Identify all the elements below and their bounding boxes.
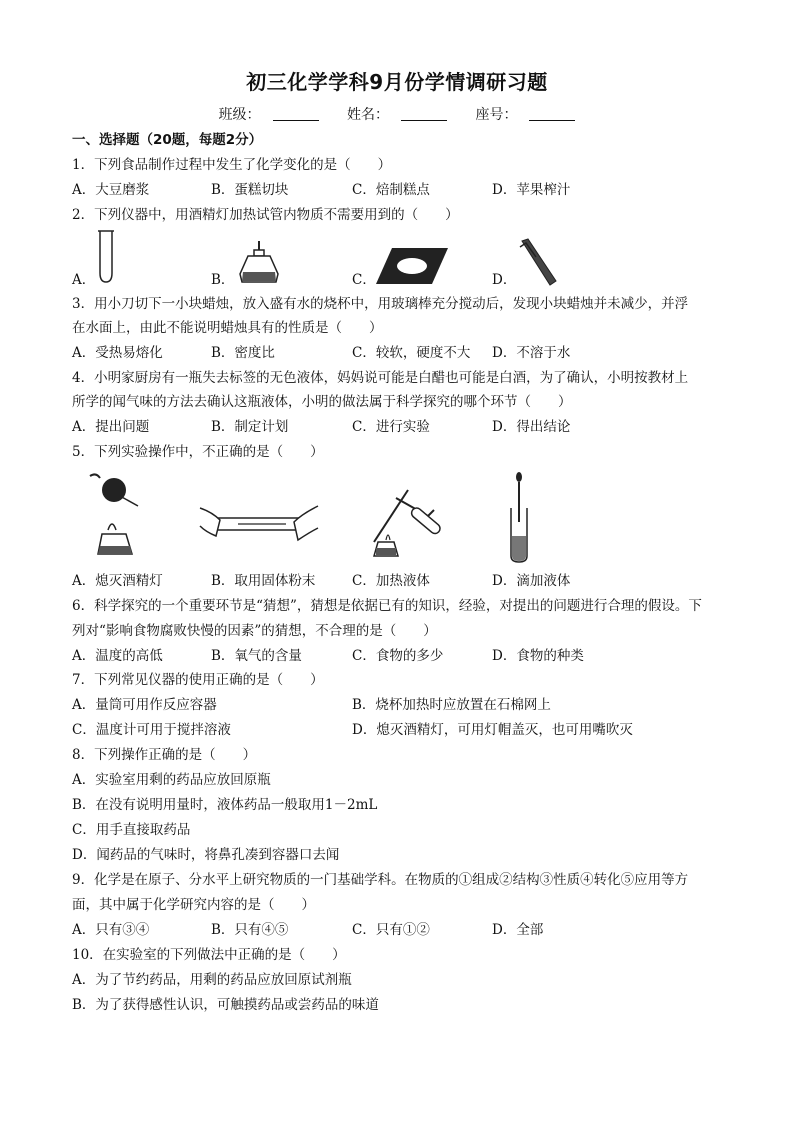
q4-option-c[interactable]: C．进行实验: [352, 419, 430, 435]
q3-option-c[interactable]: C．较软，硬度不大: [352, 345, 471, 361]
q3-stem-line2: 在水面上，由此不能说明蜡烛具有的性质是（ ）: [72, 320, 383, 336]
q7-option-c[interactable]: C．温度计可用于搅拌溶液: [72, 722, 231, 738]
q2-stem: 2．下列仪器中，用酒精灯加热试管内物质不需要用到的（ ）: [72, 207, 459, 223]
seat-field[interactable]: [469, 107, 581, 123]
q4-stem-line1: 4．小明家厨房有一瓶失去标签的无色液体，妈妈说可能是白醋也可能是白酒，为了确认，小明按教材上: [72, 370, 689, 386]
q6-option-d[interactable]: D．食物的种类: [492, 648, 584, 664]
q1-option-c[interactable]: C．焙制糕点: [352, 182, 430, 198]
q2-option-b[interactable]: B．: [211, 272, 235, 288]
q4-option-b[interactable]: B．制定计划: [211, 419, 289, 435]
q5-option-c[interactable]: C．加热液体: [352, 573, 430, 589]
dropper-tube-illustration: [504, 472, 534, 564]
q3-stem-line1: 3．用小刀切下一小块蜡烛，放入盛有水的烧杯中，用玻璃棒充分搅动后，发现小块蜡烛并未减少，并浮: [72, 296, 689, 312]
q5-option-a[interactable]: A．熄灭酒精灯: [72, 573, 163, 589]
q8-option-c[interactable]: C．用手直接取药品: [72, 822, 191, 838]
name-blank[interactable]: [401, 108, 447, 121]
q7-option-a[interactable]: A．量筒可用作反应容器: [72, 697, 217, 713]
name-label: 姓名：: [347, 107, 389, 123]
q6-option-b[interactable]: B．氧气的含量: [211, 648, 302, 664]
q7-option-b[interactable]: B．烧杯加热时应放置在石棉网上: [352, 697, 551, 713]
q9-option-b[interactable]: B．只有④⑤: [211, 922, 289, 938]
q5-option-b[interactable]: B．取用固体粉末: [211, 573, 316, 589]
q9-option-d[interactable]: D．全部: [492, 922, 544, 938]
class-blank[interactable]: [273, 108, 319, 121]
q7-stem: 7．下列常见仪器的使用正确的是（ ）: [72, 672, 324, 688]
q2-option-a[interactable]: A．: [72, 272, 96, 288]
q4-option-a[interactable]: A．提出问题: [72, 419, 150, 435]
q6-stem-line1: 6．科学探究的一个重要环节是“猜想”，猜想是依据已有的知识，经验，对提出的问题进行合理的假设。下: [72, 598, 702, 614]
q10-option-a[interactable]: A．为了节约药品，用剩的药品应放回原试剂瓶: [72, 972, 352, 988]
powder-sampling-illustration: [198, 502, 320, 548]
q6-option-c[interactable]: C．食物的多少: [352, 648, 444, 664]
heating-liquid-illustration: [368, 484, 460, 560]
seat-label: 座号：: [475, 107, 518, 123]
asbestos-gauze-icon: [374, 246, 450, 286]
q3-option-b[interactable]: B．密度比: [211, 345, 275, 361]
blow-out-lamp-illustration: [86, 470, 146, 564]
q7-option-d[interactable]: D．熄灭酒精灯，可用灯帽盖灭，也可用嘴吹灭: [352, 722, 633, 738]
test-tube-icon: [94, 229, 118, 285]
seat-blank[interactable]: [529, 108, 575, 121]
q6-option-a[interactable]: A．温度的高低: [72, 648, 163, 664]
q1-stem: 1．下列食品制作过程中发生了化学变化的是（ ）: [72, 157, 392, 173]
q4-stem-line2: 所学的闻气味的方法去确认这瓶液体，小明的做法属于科学探究的哪个环节（ ）: [72, 394, 572, 410]
tube-holder-icon: [516, 237, 560, 287]
q8-option-b[interactable]: B．在没有说明用量时，液体药品一般取用1－2mL: [72, 797, 378, 813]
q8-option-a[interactable]: A．实验室用剩的药品应放回原瓶: [72, 772, 271, 788]
q8-option-d[interactable]: D．闻药品的气味时，将鼻孔凑到容器口去闻: [72, 847, 340, 863]
q9-option-c[interactable]: C．只有①②: [352, 922, 430, 938]
q2-option-d[interactable]: D．: [492, 272, 517, 288]
q9-stem-line1: 9．化学是在原子、分水平上研究物质的一门基础学科。在物质的①组成②结构③性质④转化⑤应用等方: [72, 872, 689, 888]
q5-option-d[interactable]: D．滴加液体: [492, 573, 571, 589]
q2-option-c[interactable]: C．: [352, 272, 376, 288]
q1-option-b[interactable]: B．蛋糕切块: [211, 182, 289, 198]
name-field[interactable]: [341, 107, 453, 123]
section-heading: 一、选择题（20题，每题2分）: [72, 132, 263, 148]
class-field[interactable]: [213, 107, 325, 123]
q5-stem: 5．下列实验操作中，不正确的是（ ）: [72, 444, 324, 460]
q1-option-d[interactable]: D．苹果榨汁: [492, 182, 571, 198]
class-label: 班级：: [218, 107, 261, 123]
q10-stem: 10．在实验室的下列做法中正确的是（ ）: [72, 947, 346, 963]
student-info-row: [0, 104, 794, 124]
q3-option-a[interactable]: A．受热易熔化: [72, 345, 163, 361]
q6-stem-line2: 列对“影响食物腐败快慢的因素”的猜想，不合理的是（ ）: [72, 623, 437, 639]
q9-option-a[interactable]: A．只有③④: [72, 922, 150, 938]
page-title: 初三化学学科9月份学情调研习题: [246, 70, 548, 94]
q10-option-b[interactable]: B．为了获得感性认识，可触摸药品或尝药品的味道: [72, 997, 379, 1013]
q1-option-a[interactable]: A．大豆磨浆: [72, 182, 150, 198]
q8-stem: 8．下列操作正确的是（ ）: [72, 747, 257, 763]
q9-stem-line2: 面，其中属于化学研究内容的是（ ）: [72, 897, 315, 913]
q4-option-d[interactable]: D．得出结论: [492, 419, 571, 435]
q3-option-d[interactable]: D．不溶于水: [492, 345, 571, 361]
alcohol-lamp-icon: [236, 240, 282, 286]
